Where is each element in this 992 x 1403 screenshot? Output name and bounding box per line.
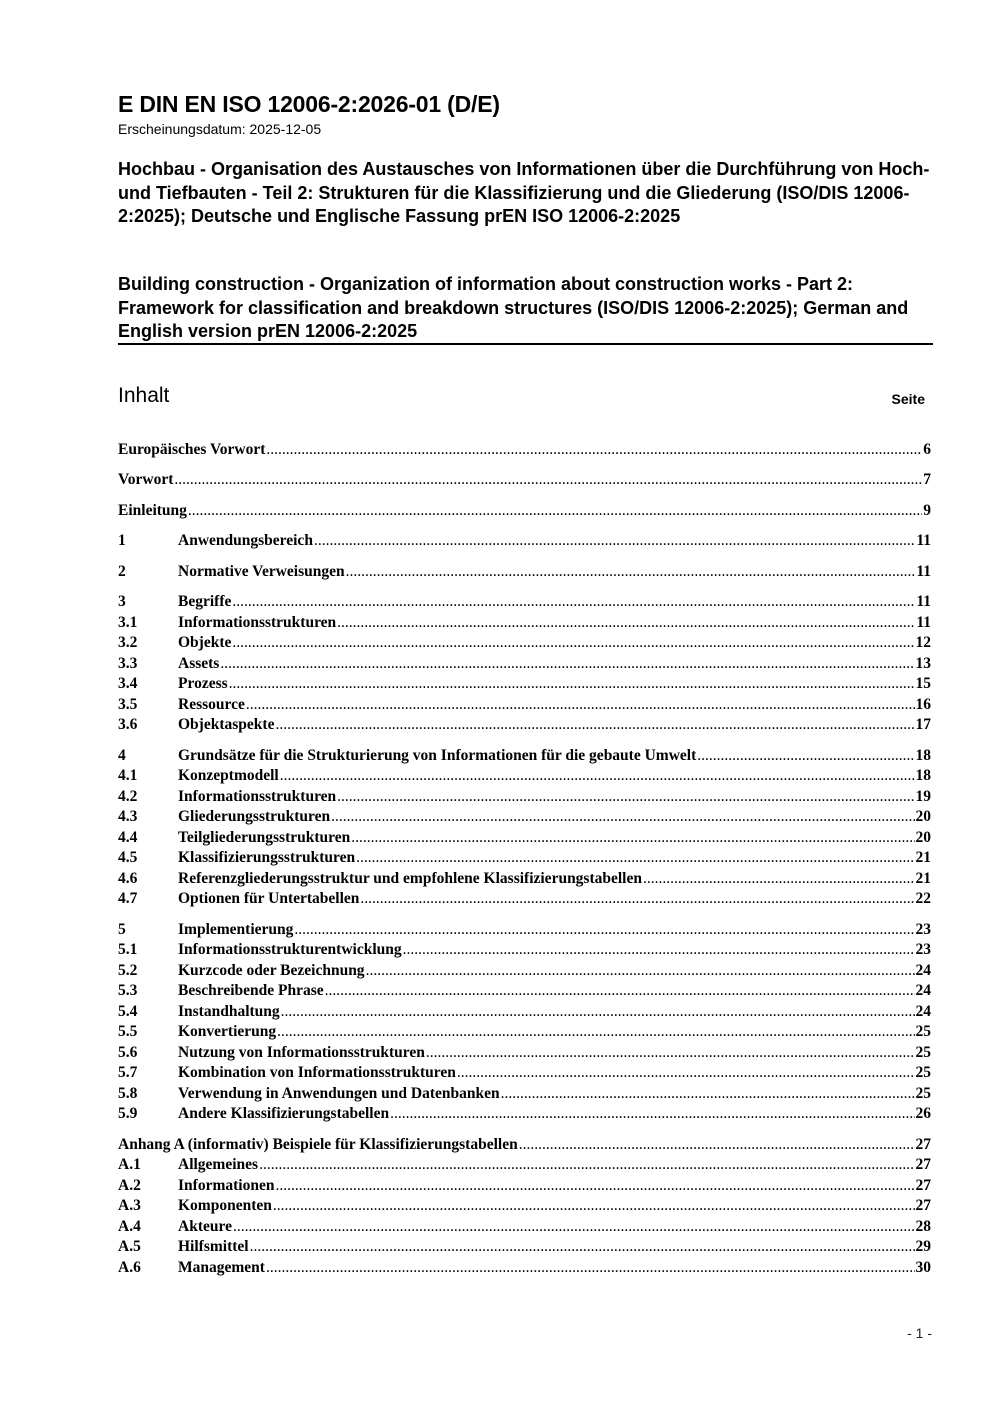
toc-entry-title: Konzeptmodell (178, 767, 279, 784)
toc-leader-dots (457, 1064, 915, 1082)
toc-leader-dots (314, 532, 915, 550)
toc-leader-dots (259, 1156, 914, 1174)
toc-entry[interactable] (118, 1003, 931, 1023)
toc-entry-number: 3.5 (118, 696, 138, 713)
toc-entry-page: 7 (923, 471, 931, 488)
toc-entry-title: Kurzcode oder Bezeichnung (178, 962, 365, 979)
toc-entry-title: Akteure (178, 1218, 232, 1235)
toc-leader-dots (266, 441, 922, 459)
page-number: - 1 - (907, 1325, 932, 1341)
toc-entry-number: 4.5 (118, 849, 138, 866)
title-english: Building construction - Organization of information about construction works - Part 2: Framework for classification and breakdown structures (ISO/DIS 12006-2:2025); German and English version prEN 12006-2:2025 (118, 274, 909, 341)
toc-entry[interactable] (118, 870, 931, 890)
toc-leader-dots (519, 1136, 915, 1154)
toc-entry[interactable] (118, 1105, 931, 1125)
toc-leader-dots (281, 1003, 915, 1021)
toc-entry-title: Normative Verweisungen (178, 563, 345, 580)
toc-entry-number: 3.1 (118, 614, 138, 631)
toc-entry-number: 5.6 (118, 1044, 138, 1061)
toc-entry[interactable] (118, 788, 931, 808)
toc-entry[interactable] (118, 1085, 931, 1105)
toc-entry-title: Objektaspekte (178, 716, 275, 733)
toc-entry-title: Optionen für Untertabellen (178, 890, 360, 907)
toc-entry-title: Nutzung von Informationsstrukturen (178, 1044, 425, 1061)
toc-entry-page: 6 (923, 441, 931, 458)
toc-entry[interactable] (118, 696, 931, 716)
toc-entry-number: 2 (118, 563, 126, 580)
toc-entry-page: 12 (915, 634, 931, 651)
toc-entry-title: Teilgliederungsstrukturen (178, 829, 351, 846)
toc-leader-dots (294, 921, 914, 939)
toc-entry-page: 18 (915, 747, 931, 764)
toc-leader-dots (266, 1259, 915, 1277)
toc-entry[interactable] (118, 890, 931, 910)
toc-entry[interactable] (118, 634, 931, 654)
toc-entry-title: Informationsstrukturen (178, 614, 337, 631)
toc-entry-number: 4.7 (118, 890, 138, 907)
toc-entry-title: Klassifizierungsstrukturen (178, 849, 356, 866)
toc-entry-title: Allgemeines (178, 1156, 259, 1173)
toc-entry-page: 20 (915, 829, 931, 846)
toc-entry-number: 4.4 (118, 829, 138, 846)
toc-entry-title: Kombination von Informationsstrukturen (178, 1064, 456, 1081)
toc-entry[interactable] (118, 921, 931, 941)
toc-entry-number: 5.2 (118, 962, 138, 979)
toc-entry-page: 11 (916, 593, 931, 610)
title-german: Hochbau - Organisation des Austausches von Informationen über die Durchführung von Hoch- und Tiefbauten - Teil 2: Strukturen für die Klassifizierung und die Gliederung (ISO/DIS 12006-2:2025); Deutsche und Englische Fassung prEN ISO 12006-2:2025 (118, 159, 930, 226)
toc-entry[interactable] (118, 747, 931, 767)
toc-entry-title: Informationen (178, 1177, 275, 1194)
toc-entry-number: 3.6 (118, 716, 138, 733)
toc-entry-page: 25 (915, 1064, 931, 1081)
toc-entry-title: Begriffe (178, 593, 232, 610)
toc-entry-title: Andere Klassifizierungstabellen (178, 1105, 390, 1122)
toc-entry-number: 4.6 (118, 870, 138, 887)
toc-entry-title: Verwendung in Anwendungen und Datenbanken (178, 1085, 500, 1102)
toc-entry[interactable] (118, 716, 931, 736)
toc-entry[interactable] (118, 767, 931, 787)
toc-entry-page: 20 (915, 808, 931, 825)
toc-entry[interactable] (118, 962, 931, 982)
toc-entry-title: Anhang A (informativ) Beispiele für Klassifizierungstabellen (118, 1136, 518, 1153)
publication-date: Erscheinungsdatum: 2025-12-05 (118, 121, 322, 137)
toc-leader-dots (325, 982, 915, 1000)
toc-entry-page: 26 (915, 1105, 931, 1122)
toc-page-column-label: Seite (891, 391, 925, 407)
toc-entry[interactable] (118, 563, 931, 583)
toc-leader-dots (275, 716, 914, 734)
toc-entry-title: Informationsstrukturentwicklung (178, 941, 402, 958)
toc-entry-page: 16 (915, 696, 931, 713)
toc-leader-dots (501, 1085, 915, 1103)
toc-entry-page: 29 (915, 1238, 931, 1255)
toc-entry-number: 4 (118, 747, 126, 764)
toc-entry-number: 5.9 (118, 1105, 138, 1122)
toc-leader-dots (280, 767, 915, 785)
toc-entry-page: 30 (915, 1259, 931, 1276)
toc-entry[interactable] (118, 1136, 931, 1156)
toc-entry-title: Europäisches Vorwort (118, 441, 266, 458)
toc-entry-page: 15 (915, 675, 931, 692)
toc-entry[interactable] (118, 849, 931, 869)
toc-entry-title: Gliederungsstrukturen (178, 808, 331, 825)
toc-entry-title: Assets (178, 655, 220, 672)
toc-entry-number: A.2 (118, 1177, 141, 1194)
toc-leader-dots (273, 1197, 915, 1215)
title-divider (118, 343, 933, 345)
toc-entry[interactable] (118, 1064, 931, 1084)
toc-leader-dots (331, 808, 914, 826)
toc-entry-page: 11 (916, 532, 931, 549)
toc-entry-page: 25 (915, 1085, 931, 1102)
toc-leader-dots (697, 747, 914, 765)
toc-entry-number: 3.2 (118, 634, 138, 651)
toc-entry[interactable] (118, 808, 931, 828)
toc-leader-dots (403, 941, 915, 959)
toc-entry-page: 23 (915, 941, 931, 958)
toc-entry[interactable] (118, 982, 931, 1002)
toc-entry[interactable] (118, 1259, 931, 1279)
toc-entry-title: Komponenten (178, 1197, 272, 1214)
toc-entry-title: Referenzgliederungsstruktur und empfohlene Klassifizierungstabellen (178, 870, 642, 887)
toc-entry-page: 27 (915, 1136, 931, 1153)
toc-leader-dots (188, 502, 922, 520)
document-id: E DIN EN ISO 12006-2:2026-01 (D/E) (118, 91, 500, 117)
toc-entry[interactable] (118, 532, 931, 552)
toc-entry-title: Management (178, 1259, 265, 1276)
toc-entry-page: 9 (923, 502, 931, 519)
toc-entry-page: 27 (915, 1177, 931, 1194)
toc-entry-number: 5.8 (118, 1085, 138, 1102)
toc-leader-dots (360, 890, 914, 908)
toc-entry-number: 5.4 (118, 1003, 138, 1020)
toc-entry-title: Beschreibende Phrase (178, 982, 324, 999)
toc-entry-number: 4.2 (118, 788, 138, 805)
toc-entry-number: 5.5 (118, 1023, 138, 1040)
toc-entry-title: Einleitung (118, 502, 187, 519)
toc-entry[interactable] (118, 1023, 931, 1043)
toc-leader-dots (356, 849, 914, 867)
toc-entry-title: Anwendungsbereich (178, 532, 313, 549)
toc-entry-page: 17 (915, 716, 931, 733)
toc-entry-page: 24 (915, 1003, 931, 1020)
toc-entry-title: Informationsstrukturen (178, 788, 337, 805)
toc-entry-number: A.6 (118, 1259, 141, 1276)
toc-entry[interactable] (118, 1197, 931, 1217)
toc-entry-page: 11 (916, 563, 931, 580)
toc-entry-number: 5.3 (118, 982, 138, 999)
toc-entry-page: 11 (916, 614, 931, 631)
toc-entry-page: 27 (915, 1197, 931, 1214)
toc-leader-dots (275, 1177, 914, 1195)
toc-heading: Inhalt (118, 384, 170, 407)
toc-entry-number: A.3 (118, 1197, 141, 1214)
toc-entry[interactable] (118, 471, 931, 491)
toc-leader-dots (366, 962, 915, 980)
toc-entry[interactable] (118, 829, 931, 849)
toc-leader-dots (233, 1218, 915, 1236)
toc-entry[interactable] (118, 941, 931, 961)
toc-entry-title: Vorwort (118, 471, 174, 488)
toc-entry-title: Ressource (178, 696, 245, 713)
toc-entry-title: Implementierung (178, 921, 294, 938)
toc-entry[interactable] (118, 1044, 931, 1064)
toc-leader-dots (232, 634, 914, 652)
toc-entry-page: 13 (915, 655, 931, 672)
toc-entry[interactable] (118, 441, 931, 461)
toc-entry-title: Prozess (178, 675, 228, 692)
toc-entry[interactable] (118, 593, 931, 613)
toc-leader-dots (246, 696, 915, 714)
toc-entry-page: 27 (915, 1156, 931, 1173)
toc-entry-page: 22 (915, 890, 931, 907)
toc-entry[interactable] (118, 655, 931, 675)
toc-leader-dots (232, 593, 915, 611)
toc-entry-number: A.5 (118, 1238, 141, 1255)
toc-entry-number: A.4 (118, 1218, 141, 1235)
toc-entry-page: 23 (915, 921, 931, 938)
toc-leader-dots (337, 788, 914, 806)
toc-entry-title: Grundsätze für die Strukturierung von Informationen für die gebaute Umwelt (178, 747, 697, 764)
toc-entry-page: 18 (915, 767, 931, 784)
toc-leader-dots (643, 870, 915, 888)
toc-entry-page: 24 (915, 962, 931, 979)
toc-entry-title: Objekte (178, 634, 232, 651)
toc-entry-page: 19 (915, 788, 931, 805)
toc-entry[interactable] (118, 502, 931, 522)
toc-entry-number: 3 (118, 593, 126, 610)
toc-entry-number: 4.3 (118, 808, 138, 825)
toc-leader-dots (346, 563, 916, 581)
toc-entry-page: 21 (915, 849, 931, 866)
toc-entry[interactable] (118, 614, 931, 634)
toc-entry-number: 4.1 (118, 767, 138, 784)
toc-entry[interactable] (118, 675, 931, 695)
toc-entry[interactable] (118, 1218, 931, 1238)
toc-leader-dots (250, 1238, 915, 1256)
toc-entry[interactable] (118, 1238, 931, 1258)
toc-leader-dots (390, 1105, 914, 1123)
toc-entry-page: 24 (915, 982, 931, 999)
toc-leader-dots (229, 675, 915, 693)
toc-entry-number: 5.7 (118, 1064, 138, 1081)
toc-entry-title: Hilfsmittel (178, 1238, 249, 1255)
toc-entry-number: 3.3 (118, 655, 138, 672)
toc-entry[interactable] (118, 1156, 931, 1176)
toc-entry-page: 21 (915, 870, 931, 887)
toc-entry-number: 5 (118, 921, 126, 938)
toc-leader-dots (426, 1044, 915, 1062)
toc-leader-dots (337, 614, 915, 632)
toc-entry-title: Konvertierung (178, 1023, 277, 1040)
toc-entry-number: 1 (118, 532, 126, 549)
toc-entry-number: 3.4 (118, 675, 138, 692)
toc-leader-dots (220, 655, 914, 673)
toc-entry[interactable] (118, 1177, 931, 1197)
toc-entry-page: 25 (915, 1044, 931, 1061)
toc-entry-number: A.1 (118, 1156, 141, 1173)
toc-leader-dots (277, 1023, 914, 1041)
toc-entry-title: Instandhaltung (178, 1003, 280, 1020)
toc-leader-dots (174, 471, 922, 489)
toc-entry-number: 5.1 (118, 941, 138, 958)
toc-entry-page: 28 (915, 1218, 931, 1235)
toc-entry-page: 25 (915, 1023, 931, 1040)
toc-leader-dots (351, 829, 914, 847)
